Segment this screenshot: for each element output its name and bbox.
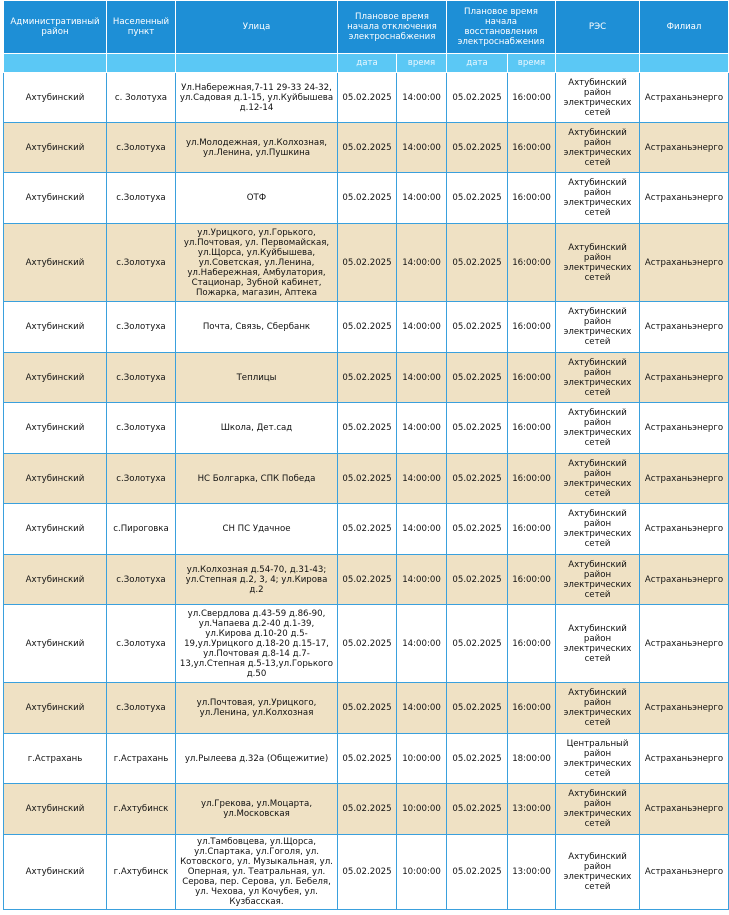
cell-street: Теплицы (176, 353, 338, 403)
table-row (4, 683, 729, 734)
cell-locality: с.Золотуха (107, 403, 176, 454)
header-planned-on: Плановое время начала восстановления электроснабжения (447, 1, 556, 54)
cell-res: Ахтубинский район электрических сетей (556, 835, 640, 910)
cell-res: Ахтубинский район электрических сетей (556, 73, 640, 123)
cell-on-date: 05.02.2025 (447, 353, 508, 403)
cell-off-date: 05.02.2025 (338, 454, 397, 504)
cell-locality: г.Ахтубинск (107, 835, 176, 910)
table-header-row (4, 1, 729, 54)
cell-on-date: 05.02.2025 (447, 302, 508, 353)
header-branch: Филиал (640, 1, 729, 54)
cell-res: Ахтубинский район электрических сетей (556, 123, 640, 173)
cell-off-time: 14:00:00 (397, 224, 447, 302)
table-row (4, 555, 729, 605)
cell-res: Ахтубинский район электрических сетей (556, 173, 640, 224)
cell-branch: Астраханьэнерго (640, 555, 729, 605)
table-row (4, 403, 729, 454)
cell-res: Ахтубинский район электрических сетей (556, 353, 640, 403)
cell-on-date: 05.02.2025 (447, 555, 508, 605)
cell-street: ул.Рылеева д.32а (Общежитие) (176, 734, 338, 784)
table-subheader-row (4, 54, 729, 73)
cell-off-date: 05.02.2025 (338, 73, 397, 123)
cell-on-time: 16:00:00 (508, 454, 556, 504)
cell-district: Ахтубинский (4, 173, 107, 224)
cell-branch: Астраханьэнерго (640, 224, 729, 302)
cell-on-time: 13:00:00 (508, 835, 556, 910)
cell-res: Центральный район электрических сетей (556, 734, 640, 784)
cell-on-time: 16:00:00 (508, 403, 556, 454)
cell-district: Ахтубинский (4, 353, 107, 403)
cell-branch: Астраханьэнерго (640, 683, 729, 734)
cell-on-time: 16:00:00 (508, 224, 556, 302)
cell-street: ул.Свердлова д.43-59 д.86-90, ул.Чапаева д.2-40 д.1-39, ул.Кирова д.10-20 д.5-19,ул.Урицкого д.18-20 д.15-17, ул.Почтовая д.8-14 д.7-13,ул.Степная д.5-13,ул.Горького д.50 (176, 605, 338, 683)
cell-on-date: 05.02.2025 (447, 454, 508, 504)
outage-schedule-table (3, 0, 729, 910)
table-row (4, 605, 729, 683)
subheader-empty (556, 54, 640, 73)
cell-on-time: 16:00:00 (508, 302, 556, 353)
cell-res: Ахтубинский район электрических сетей (556, 224, 640, 302)
cell-on-date: 05.02.2025 (447, 403, 508, 454)
cell-locality: с.Золотуха (107, 224, 176, 302)
header-street: Улица (176, 1, 338, 54)
cell-district: Ахтубинский (4, 123, 107, 173)
cell-off-time: 14:00:00 (397, 555, 447, 605)
cell-district: Ахтубинский (4, 504, 107, 555)
cell-on-date: 05.02.2025 (447, 605, 508, 683)
cell-off-date: 05.02.2025 (338, 734, 397, 784)
cell-on-time: 18:00:00 (508, 734, 556, 784)
cell-off-date: 05.02.2025 (338, 353, 397, 403)
cell-on-date: 05.02.2025 (447, 504, 508, 555)
table-row (4, 173, 729, 224)
cell-district: Ахтубинский (4, 224, 107, 302)
cell-branch: Астраханьэнерго (640, 302, 729, 353)
cell-locality: с.Золотуха (107, 555, 176, 605)
cell-district: Ахтубинский (4, 73, 107, 123)
cell-street: НС Болгарка, СПК Победа (176, 454, 338, 504)
cell-street: ул.Молодежная, ул.Колхозная, ул.Ленина, ул.Пушкина (176, 123, 338, 173)
cell-res: Ахтубинский район электрических сетей (556, 683, 640, 734)
subheader-empty (107, 54, 176, 73)
subheader-empty (640, 54, 729, 73)
cell-district: Ахтубинский (4, 555, 107, 605)
cell-district: Ахтубинский (4, 403, 107, 454)
cell-off-date: 05.02.2025 (338, 173, 397, 224)
table-row (4, 784, 729, 835)
cell-off-date: 05.02.2025 (338, 683, 397, 734)
cell-district: Ахтубинский (4, 454, 107, 504)
cell-branch: Астраханьэнерго (640, 173, 729, 224)
cell-street: Ул.Набережная,7-11 29-33 24-32, ул.Садовая д.1-15, ул.Куйбышева д.12-14 (176, 73, 338, 123)
cell-locality: с.Золотуха (107, 302, 176, 353)
cell-off-time: 14:00:00 (397, 454, 447, 504)
header-district: Административный район (4, 1, 107, 54)
cell-branch: Астраханьэнерго (640, 403, 729, 454)
cell-locality: г.Астрахань (107, 734, 176, 784)
table-row (4, 734, 729, 784)
cell-on-time: 16:00:00 (508, 73, 556, 123)
cell-on-date: 05.02.2025 (447, 173, 508, 224)
cell-district: Ахтубинский (4, 683, 107, 734)
subheader-on-time: время (508, 54, 556, 73)
table-row (4, 73, 729, 123)
cell-locality: с.Золотуха (107, 173, 176, 224)
cell-branch: Астраханьэнерго (640, 504, 729, 555)
cell-locality: с.Золотуха (107, 605, 176, 683)
table-body (4, 73, 729, 910)
cell-locality: с.Золотуха (107, 123, 176, 173)
table-row (4, 504, 729, 555)
cell-on-time: 16:00:00 (508, 605, 556, 683)
cell-off-time: 10:00:00 (397, 835, 447, 910)
cell-branch: Астраханьэнерго (640, 353, 729, 403)
table-row (4, 353, 729, 403)
cell-res: Ахтубинский район электрических сетей (556, 302, 640, 353)
cell-branch: Астраханьэнерго (640, 734, 729, 784)
cell-on-date: 05.02.2025 (447, 683, 508, 734)
cell-district: г.Астрахань (4, 734, 107, 784)
cell-on-time: 16:00:00 (508, 353, 556, 403)
header-res: РЭС (556, 1, 640, 54)
cell-off-date: 05.02.2025 (338, 123, 397, 173)
cell-locality: с. Золотуха (107, 73, 176, 123)
cell-on-time: 16:00:00 (508, 504, 556, 555)
cell-locality: с.Золотуха (107, 353, 176, 403)
cell-street: ул.Почтовая, ул.Урицкого, ул.Ленина, ул.Колхозная (176, 683, 338, 734)
cell-street: Почта, Связь, Сбербанк (176, 302, 338, 353)
cell-res: Ахтубинский район электрических сетей (556, 454, 640, 504)
cell-off-date: 05.02.2025 (338, 403, 397, 454)
subheader-empty (4, 54, 107, 73)
cell-branch: Астраханьэнерго (640, 73, 729, 123)
subheader-off-time: время (397, 54, 447, 73)
cell-res: Ахтубинский район электрических сетей (556, 504, 640, 555)
header-locality: Населенный пункт (107, 1, 176, 54)
cell-street: ул.Колхозная д.54-70, д.31-43; ул.Степная д.2, 3, 4; ул.Кирова д.2 (176, 555, 338, 605)
cell-off-date: 05.02.2025 (338, 555, 397, 605)
cell-on-date: 05.02.2025 (447, 224, 508, 302)
cell-district: Ахтубинский (4, 784, 107, 835)
cell-district: Ахтубинский (4, 835, 107, 910)
cell-res: Ахтубинский район электрических сетей (556, 605, 640, 683)
cell-district: Ахтубинский (4, 302, 107, 353)
cell-off-time: 14:00:00 (397, 123, 447, 173)
cell-off-time: 10:00:00 (397, 784, 447, 835)
cell-street: ул.Тамбовцева, ул.Щорса, ул.Спартака, ул.Гоголя, ул. Котовского, ул. Музыкальная, ул. Оперная, ул. Театральная, ул. Серова, пер. Серова, ул. Бебеля, ул. Чехова, ул Кочубея, ул. Кузбасская. (176, 835, 338, 910)
cell-off-date: 05.02.2025 (338, 302, 397, 353)
cell-off-time: 14:00:00 (397, 403, 447, 454)
table-row (4, 123, 729, 173)
cell-on-date: 05.02.2025 (447, 784, 508, 835)
table-row (4, 224, 729, 302)
cell-off-time: 14:00:00 (397, 353, 447, 403)
table-row (4, 454, 729, 504)
cell-on-time: 16:00:00 (508, 123, 556, 173)
cell-off-time: 14:00:00 (397, 173, 447, 224)
table-row (4, 302, 729, 353)
cell-street: ул.Грекова, ул.Моцарта, ул.Московская (176, 784, 338, 835)
subheader-on-date: дата (447, 54, 508, 73)
cell-on-date: 05.02.2025 (447, 73, 508, 123)
cell-branch: Астраханьэнерго (640, 835, 729, 910)
cell-street: ул.Урицкого, ул.Горького, ул.Почтовая, ул. Первомайская, ул.Щорса, ул.Куйбышева, ул.Советская, ул.Ленина, ул.Набережная, Амбулатория, Стационар, Зубной кабинет, Пожарка, магазин, Аптека (176, 224, 338, 302)
cell-off-date: 05.02.2025 (338, 784, 397, 835)
table-row (4, 835, 729, 910)
cell-on-time: 16:00:00 (508, 555, 556, 605)
cell-off-time: 14:00:00 (397, 605, 447, 683)
cell-off-time: 14:00:00 (397, 504, 447, 555)
cell-off-time: 14:00:00 (397, 683, 447, 734)
cell-locality: г.Ахтубинск (107, 784, 176, 835)
cell-locality: с.Золотуха (107, 454, 176, 504)
cell-off-time: 14:00:00 (397, 73, 447, 123)
cell-street: ОТФ (176, 173, 338, 224)
cell-res: Ахтубинский район электрических сетей (556, 784, 640, 835)
cell-on-time: 13:00:00 (508, 784, 556, 835)
cell-on-time: 16:00:00 (508, 683, 556, 734)
cell-branch: Астраханьэнерго (640, 784, 729, 835)
cell-on-time: 16:00:00 (508, 173, 556, 224)
cell-branch: Астраханьэнерго (640, 123, 729, 173)
cell-branch: Астраханьэнерго (640, 454, 729, 504)
cell-branch: Астраханьэнерго (640, 605, 729, 683)
cell-district: Ахтубинский (4, 605, 107, 683)
cell-street: СН ПС Удачное (176, 504, 338, 555)
cell-res: Ахтубинский район электрических сетей (556, 403, 640, 454)
cell-off-date: 05.02.2025 (338, 835, 397, 910)
cell-res: Ахтубинский район электрических сетей (556, 555, 640, 605)
cell-street: Школа, Дет.сад (176, 403, 338, 454)
cell-off-date: 05.02.2025 (338, 224, 397, 302)
subheader-off-date: дата (338, 54, 397, 73)
cell-off-date: 05.02.2025 (338, 605, 397, 683)
subheader-empty (176, 54, 338, 73)
header-planned-off: Плановое время начала отключения электроснабжения (338, 1, 447, 54)
cell-locality: с.Золотуха (107, 683, 176, 734)
cell-off-date: 05.02.2025 (338, 504, 397, 555)
cell-locality: с.Пироговка (107, 504, 176, 555)
cell-on-date: 05.02.2025 (447, 734, 508, 784)
cell-off-time: 14:00:00 (397, 302, 447, 353)
cell-on-date: 05.02.2025 (447, 123, 508, 173)
cell-on-date: 05.02.2025 (447, 835, 508, 910)
cell-off-time: 10:00:00 (397, 734, 447, 784)
